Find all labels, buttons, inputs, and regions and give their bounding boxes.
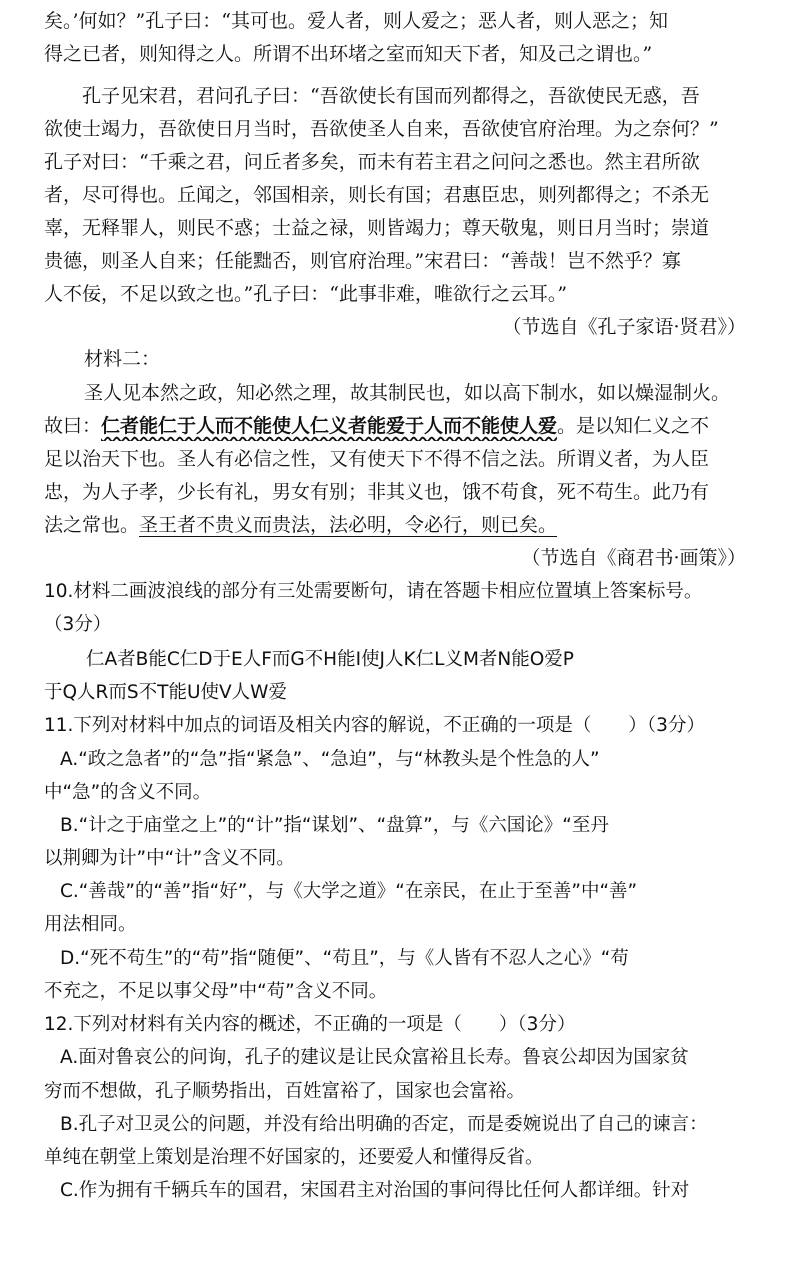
material2-line-2 [0,411,800,441]
wavy-underlined-passage: 仁者能仁于人而不能使人仁义者能爱于人而不能使人爱 [101,415,558,437]
material2-line-1: 圣人见本然之政，知必然之理，故其制民也，如以高下制水，如以燥湿制火。 [84,382,731,404]
q10-stem-line-1: 10.材料二画波浪线的部分有三处需要断句，请在答题卡相应位置填上答案标号。 [44,581,703,602]
q12-stem: 12.下列对材料有关内容的概述，不正确的一项是（ ）（3分） [44,1014,576,1035]
q12-option-a-line-1: A.面对鲁哀公的问询，孔子的建议是让民众富裕且长寿。鲁哀公却因为国家贫 [60,1047,689,1068]
material2-line-4: 忠，为人子孝，少长有礼，男女有别；非其义也，饿不苟食，死不苟生。此乃有 [44,481,710,503]
q11-option-c-line-2: 用法相同。 [44,914,137,935]
material2-line-2-suffix: 。是以知仁义之不 [557,415,710,437]
q11-option-a-line-1: A.“政之急者”的“急”指“紧急”、“急迫”，与“林教头是个性急的人” [60,749,600,770]
material1-line-2: 得之已者，则知得之人。所谓不出环堵之室而知天下者，知及己之谓也。” [44,43,653,65]
material1-line-1: 矣。’何如？”孔子曰：“其可也。爱人者，则人爱之；恶人者，则人恶之；知 [44,10,668,32]
material2-line-3: 足以治天下也。圣人有必信之性，又有使天下不得不信之法。所谓义者，为人臣 [44,448,710,470]
q11-option-c-line-1: C.“善哉”的“善”指“好”，与《大学之道》“在亲民，在止于至善”中“善” [60,881,638,902]
q12-option-b-line-2: 单纯在朝堂上策划是治理不好国家的，还要爱人和懂得反省。 [44,1147,544,1168]
q11-option-d-line-1: D.“死不苟生”的“苟”指“随便”、“苟且”，与《人皆有不忍人之心》“苟 [60,948,629,969]
material2-line-5 [0,510,800,540]
material1-line-4: 欲使士竭力，吾欲使日月当时，吾欲使圣人自来，吾欲使官府治理。为之奈何？” [44,118,719,140]
q12-option-c-line-1: C.作为拥有千辆兵车的国君，宋国君主对治国的事问得比任何人都详细。针对 [60,1180,690,1201]
q11-stem: 11.下列对材料中加点的词语及相关内容的解说，不正确的一项是（ ）（3分） [44,715,705,736]
q11-option-a-line-2: 中“急”的含义不同。 [44,782,212,803]
material1-source: （节选自《孔子家语·贤君》） [502,316,746,338]
material1-line-9: 人不佞，不足以致之也。”孔子曰：“此事非难，唯欲行之云耳。” [44,283,568,305]
material1-line-6: 者，尽可得也。丘闻之，邻国相亲，则长有国；君惠臣忠，则列都得之；不杀无 [44,184,710,206]
q10-options-line-1: 仁A者B能C仁D于E人F而G不H能I使J人K仁L义M者N能O爱P [86,649,574,670]
q12-option-a-line-2: 穷而不想做，孔子顺势指出，百姓富裕了，国家也会富裕。 [44,1081,526,1102]
underlined-passage: 圣王者不贵义而贵法，法必明，令必行，则已矣。 [139,514,558,536]
q11-option-b-line-2: 以荆卿为计”中“计”含义不同。 [44,848,295,869]
material1-line-7: 辜，无释罪人，则民不惑；士益之禄，则皆竭力；尊天敬鬼，则日月当时；崇道 [44,217,710,239]
material1-line-8: 贵德，则圣人自来；任能黜否，则官府治理。”宋君曰：“善哉！岂不然乎？寡 [44,250,681,272]
material1-line-5: 孔子对曰：“千乘之君，问丘者多矣，而未有若主君之问问之悉也。然主君所欲 [44,151,700,173]
q12-option-b-line-1: B.孔子对卫灵公的问题，并没有给出明确的否定，而是委婉说出了自己的谏言： [60,1114,708,1135]
q11-option-b-line-1: B.“计之于庙堂之上”的“计”指“谋划”、“盘算”，与《六国论》“至丹 [60,815,609,836]
q10-options-line-2: 于Q人R而S不T能U使V人W爱 [44,682,287,703]
material2-line-2-prefix: 故曰： [44,415,102,437]
q10-stem-line-2: （3分） [44,614,112,635]
material2-line-5-prefix: 法之常也。 [44,514,140,536]
q11-option-d-line-2: 不充之，不足以事父母”中“苟”含义不同。 [44,981,388,1002]
material1-line-3: 孔子见宋君，君问孔子曰：“吾欲使长有国而列都得之，吾欲使民无惑，吾 [82,85,700,107]
material2-heading: 材料二： [84,348,161,370]
material2-source: （节选自《商君书·画策》） [521,547,746,569]
